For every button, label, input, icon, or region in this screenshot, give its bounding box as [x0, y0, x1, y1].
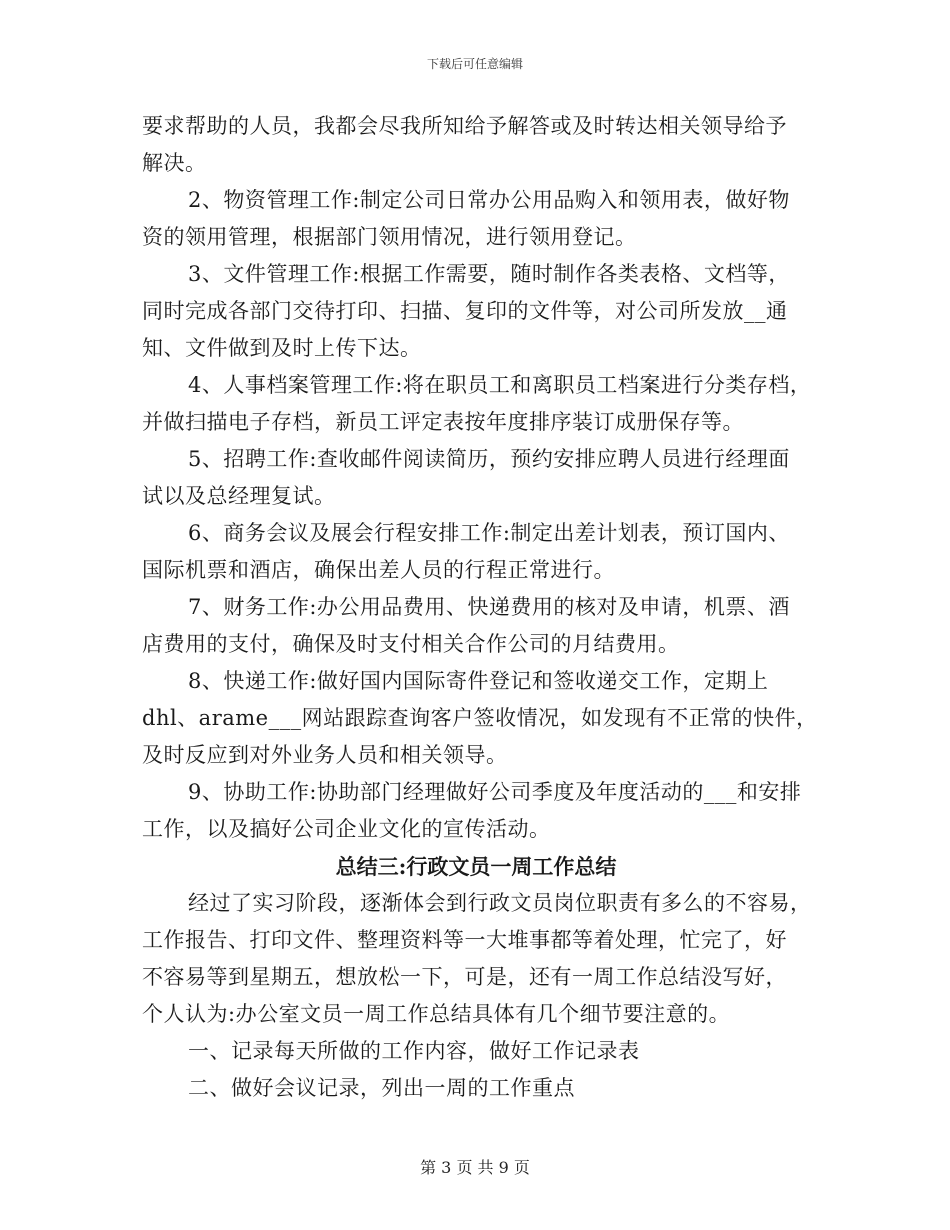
- text-line: 试以及总经理复试。: [142, 484, 336, 508]
- section-heading: 总结三:行政文员一周工作总结: [335, 854, 617, 879]
- text-line: 要求帮助的人员，我都会尽我所知给予解答或及时转达相关领导给予: [142, 114, 787, 138]
- text-line: 国际机票和酒店，确保出差人员的行程正常进行。: [142, 558, 615, 582]
- document-body: [142, 108, 818, 1107]
- text-line: 同时完成各部门交待打印、扫描、复印的文件等，对公司所发放__通: [142, 299, 788, 323]
- text-line: 店费用的支付，确保及时支付相关合作公司的月结费用。: [142, 632, 680, 656]
- text-line: 9、协助工作:协助部门经理做好公司季度及年度活动的___和安排: [188, 780, 802, 804]
- text-line: 及时反应到对外业务人员和相关领导。: [142, 743, 508, 767]
- text-line: 不容易等到星期五，想放松一下，可是，还有一周工作总结没写好，: [142, 965, 787, 989]
- page-number: 第 3 页 共 9 页: [420, 1158, 530, 1177]
- text-line: 一、记录每天所做的工作内容，做好工作记录表: [188, 1039, 640, 1063]
- page-header: 下载后可任意编辑: [426, 57, 523, 71]
- text-line: 3、文件管理工作:根据工作需要，随时制作各类表格、文档等，: [188, 262, 790, 286]
- text-line: 2、物资管理工作:制定公司日常办公用品购入和领用表，做好物: [188, 188, 790, 212]
- text-line: dhl、arame___网站跟踪查询客户签收情况，如发现有不正常的快件，: [142, 706, 818, 730]
- text-line: 并做扫描电子存档，新员工评定表按年度排序装订成册保存等。: [142, 410, 744, 434]
- text-line: 工作报告、打印文件、整理资料等一大堆事都等着处理，忙完了，好: [142, 928, 787, 952]
- text-line: 二、做好会议记录，列出一周的工作重点: [188, 1076, 575, 1100]
- text-line: 8、快递工作:做好国内国际寄件登记和签收递交工作，定期上: [188, 669, 769, 693]
- text-line: 7、财务工作:办公用品费用、快递费用的核对及申请，机票、酒: [188, 595, 790, 619]
- text-line: 5、招聘工作:查收邮件阅读简历，预约安排应聘人员进行经理面: [188, 447, 790, 471]
- text-line: 经过了实习阶段，逐渐体会到行政文员岗位职责有多么的不容易，: [188, 891, 812, 915]
- text-line: 6、商务会议及展会行程安排工作:制定出差计划表，预订国内、: [188, 521, 790, 545]
- text-line: 个人认为:办公室文员一周工作总结具体有几个细节要注意的。: [142, 1002, 731, 1026]
- text-line: 4、人事档案管理工作:将在职员工和离职员工档案进行分类存档，: [188, 373, 812, 397]
- text-line: 解决。: [142, 151, 207, 175]
- text-line: 工作，以及搞好公司企业文化的宣传活动。: [142, 817, 551, 841]
- text-line: 资的领用管理，根据部门领用情况，进行领用登记。: [142, 225, 637, 249]
- text-line: 知、文件做到及时上传下达。: [142, 336, 422, 360]
